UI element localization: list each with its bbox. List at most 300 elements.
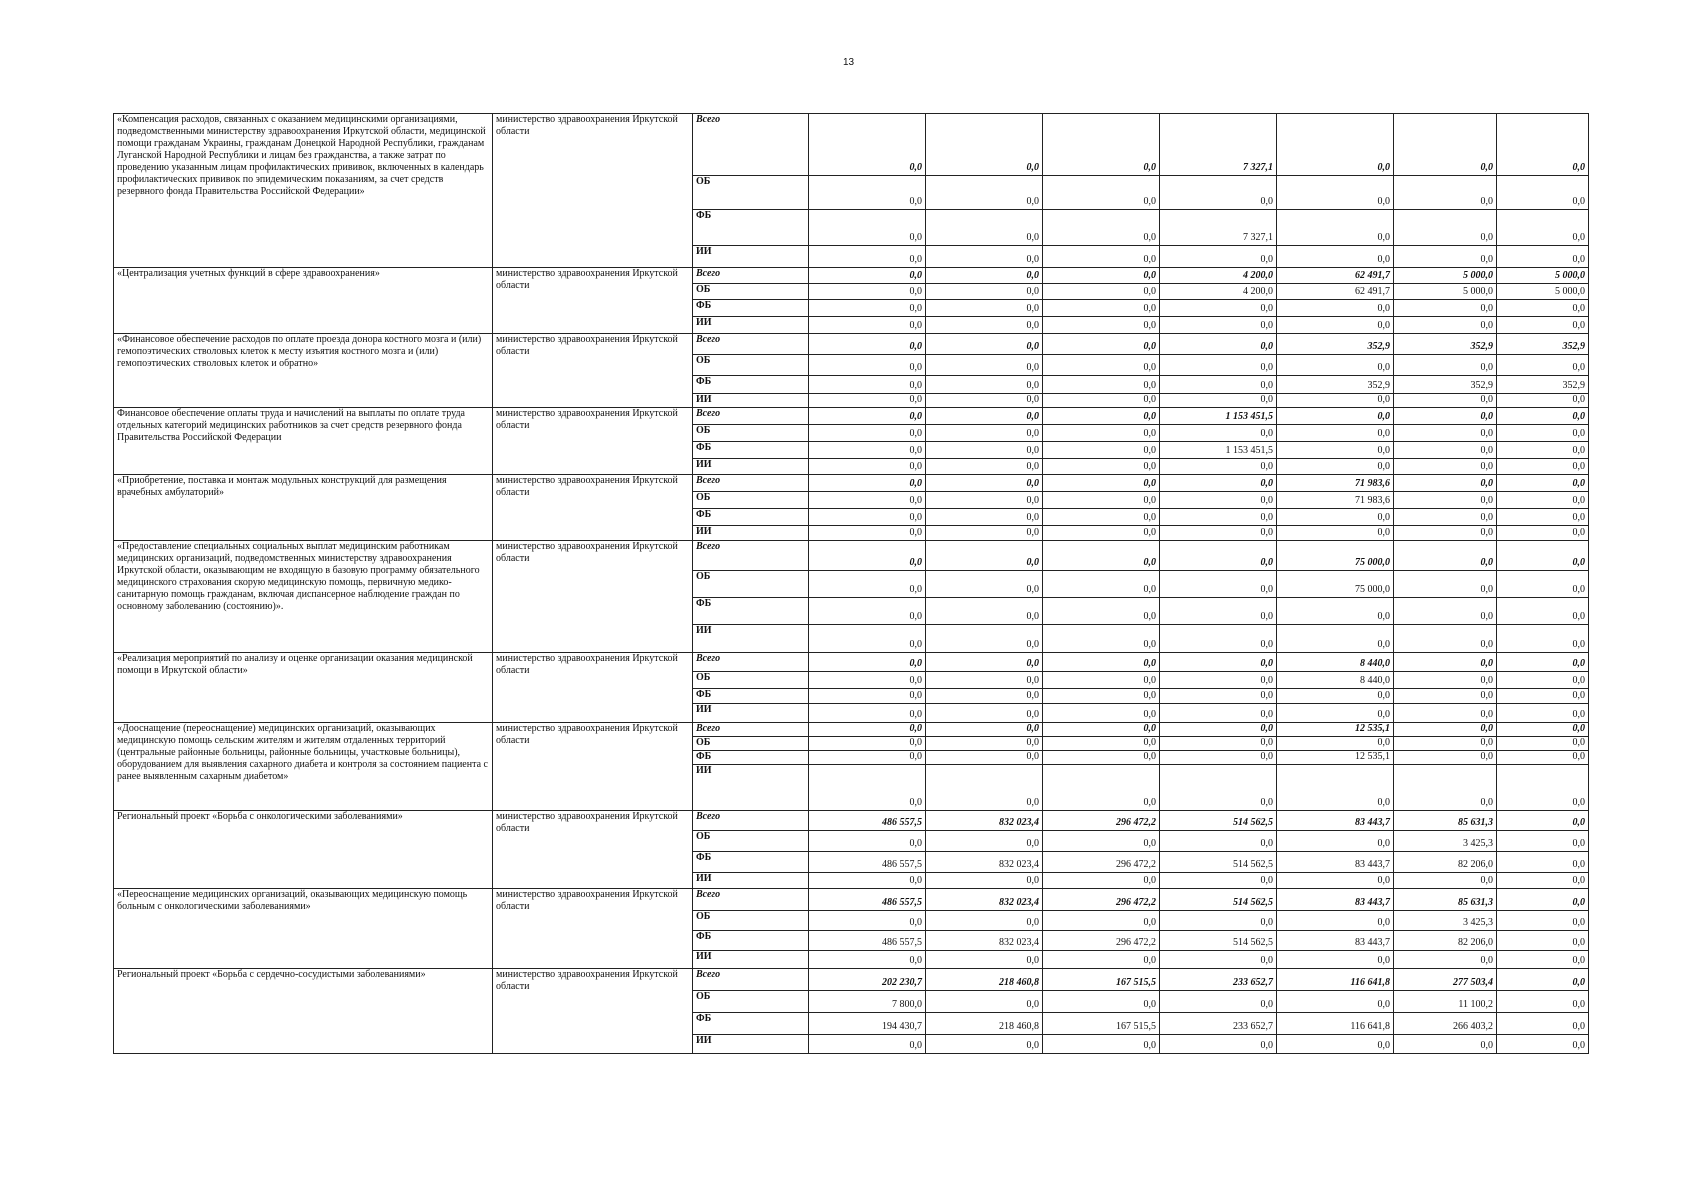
amount-cell: 0,0	[1394, 737, 1497, 751]
amount-cell: 0,0	[1160, 751, 1277, 765]
table-row	[114, 408, 1589, 425]
amount-cell: 0,0	[1043, 246, 1160, 268]
amount-cell: 62 491,7	[1277, 284, 1394, 300]
amount-cell: 0,0	[1394, 653, 1497, 672]
amount-cell: 0,0	[1394, 526, 1497, 541]
amount-cell: 0,0	[1394, 492, 1497, 509]
amount-cell: 0,0	[1497, 873, 1589, 889]
amount-cell: 0,0	[1043, 176, 1160, 210]
amount-cell: 0,0	[1160, 704, 1277, 723]
amount-cell: 0,0	[1497, 723, 1589, 737]
amount-cell: 0,0	[1043, 689, 1160, 704]
funding-source: Всего	[693, 475, 809, 492]
program-name: Региональный проект «Борьба с сердечно-сосудистыми заболеваниями»	[114, 969, 493, 1054]
amount-cell: 0,0	[926, 355, 1043, 376]
funding-source: ИИ	[693, 704, 809, 723]
amount-cell: 0,0	[926, 300, 1043, 317]
amount-cell: 0,0	[809, 1035, 926, 1054]
amount-cell: 0,0	[1394, 475, 1497, 492]
funding-source: Всего	[693, 723, 809, 737]
amount-cell: 0,0	[1497, 394, 1589, 408]
amount-cell: 0,0	[1160, 911, 1277, 931]
responsible-executor: министерство здравоохранения Иркутской области	[493, 969, 693, 1054]
amount-cell: 0,0	[1497, 210, 1589, 246]
amount-cell: 82 206,0	[1394, 852, 1497, 873]
amount-cell: 233 652,7	[1160, 969, 1277, 991]
amount-cell: 0,0	[926, 284, 1043, 300]
amount-cell: 0,0	[809, 765, 926, 811]
amount-cell: 0,0	[1497, 811, 1589, 831]
amount-cell: 0,0	[1277, 704, 1394, 723]
amount-cell: 0,0	[1043, 653, 1160, 672]
amount-cell: 0,0	[1394, 300, 1497, 317]
funding-source: ИИ	[693, 317, 809, 334]
amount-cell: 0,0	[1277, 442, 1394, 459]
amount-cell: 0,0	[809, 598, 926, 625]
amount-cell: 71 983,6	[1277, 475, 1394, 492]
amount-cell: 0,0	[1160, 1035, 1277, 1054]
funding-source: ФБ	[693, 509, 809, 526]
amount-cell: 0,0	[1497, 492, 1589, 509]
amount-cell: 0,0	[1497, 1035, 1589, 1054]
funding-source: ОБ	[693, 571, 809, 598]
amount-cell: 0,0	[1160, 176, 1277, 210]
funding-source: ИИ	[693, 951, 809, 969]
amount-cell: 0,0	[1277, 737, 1394, 751]
amount-cell: 352,9	[1497, 376, 1589, 394]
amount-cell: 0,0	[1160, 492, 1277, 509]
amount-cell: 0,0	[1043, 991, 1160, 1013]
amount-cell: 0,0	[1043, 408, 1160, 425]
table-row	[114, 541, 1589, 571]
amount-cell: 0,0	[1497, 598, 1589, 625]
amount-cell: 0,0	[1497, 1013, 1589, 1035]
amount-cell: 0,0	[1160, 672, 1277, 689]
amount-cell: 0,0	[926, 751, 1043, 765]
amount-cell: 0,0	[926, 571, 1043, 598]
amount-cell: 0,0	[1277, 246, 1394, 268]
amount-cell: 62 491,7	[1277, 268, 1394, 284]
amount-cell: 0,0	[1160, 475, 1277, 492]
amount-cell: 296 472,2	[1043, 889, 1160, 911]
amount-cell: 0,0	[809, 300, 926, 317]
table-row	[114, 889, 1589, 911]
responsible-executor: министерство здравоохранения Иркутской области	[493, 811, 693, 889]
amount-cell: 0,0	[1497, 541, 1589, 571]
amount-cell: 0,0	[1043, 475, 1160, 492]
funding-source: Всего	[693, 541, 809, 571]
amount-cell: 0,0	[809, 317, 926, 334]
amount-cell: 0,0	[1160, 598, 1277, 625]
amount-cell: 0,0	[926, 672, 1043, 689]
amount-cell: 0,0	[1277, 765, 1394, 811]
amount-cell: 0,0	[1160, 723, 1277, 737]
amount-cell: 0,0	[1497, 991, 1589, 1013]
amount-cell: 0,0	[1497, 751, 1589, 765]
amount-cell: 277 503,4	[1394, 969, 1497, 991]
amount-cell: 832 023,4	[926, 852, 1043, 873]
amount-cell: 0,0	[1497, 931, 1589, 951]
amount-cell: 0,0	[1277, 509, 1394, 526]
amount-cell: 0,0	[809, 672, 926, 689]
amount-cell: 0,0	[1394, 459, 1497, 475]
amount-cell: 0,0	[809, 114, 926, 176]
funding-source: ИИ	[693, 625, 809, 653]
program-name: «Реализация мероприятий по анализу и оценке организации оказания медицинской помощи в Иркутской области»	[114, 653, 493, 723]
amount-cell: 0,0	[1043, 751, 1160, 765]
amount-cell: 832 023,4	[926, 931, 1043, 951]
amount-cell: 0,0	[1277, 394, 1394, 408]
funding-source: ФБ	[693, 852, 809, 873]
amount-cell: 0,0	[1043, 317, 1160, 334]
amount-cell: 0,0	[1394, 625, 1497, 653]
amount-cell: 7 327,1	[1160, 210, 1277, 246]
program-name: «Приобретение, поставка и монтаж модульных конструкций для размещения врачебных амбулаторий»	[114, 475, 493, 541]
amount-cell: 0,0	[926, 991, 1043, 1013]
table-row	[114, 653, 1589, 672]
page-number: 13	[842, 57, 855, 68]
amount-cell: 0,0	[1497, 951, 1589, 969]
amount-cell: 0,0	[1043, 526, 1160, 541]
amount-cell: 0,0	[926, 541, 1043, 571]
amount-cell: 0,0	[809, 951, 926, 969]
amount-cell: 0,0	[809, 268, 926, 284]
amount-cell: 0,0	[1043, 831, 1160, 852]
amount-cell: 0,0	[926, 459, 1043, 475]
program-name: «Компенсация расходов, связанных с оказанием медицинскими организациями, подведомственными министерству здравоохранения Иркутской области, медицинской помощи гражданам Украины, гражданам Донецкой Народной Республики, гражданам Луганской Народной Республики и лицам без гражданства, а также затрат по проведению указанным лицам профилактических прививок, включенных в календарь профилактических прививок по эпидемическим показаниям, за счет средств резервного фонда Правительства Российской Федерации»	[114, 114, 493, 268]
amount-cell: 0,0	[809, 246, 926, 268]
amount-cell: 0,0	[1043, 765, 1160, 811]
amount-cell: 0,0	[926, 317, 1043, 334]
table-row	[114, 723, 1589, 737]
amount-cell: 0,0	[1277, 425, 1394, 442]
amount-cell: 832 023,4	[926, 889, 1043, 911]
amount-cell: 0,0	[1043, 425, 1160, 442]
amount-cell: 0,0	[1160, 625, 1277, 653]
amount-cell: 11 100,2	[1394, 991, 1497, 1013]
amount-cell: 7 800,0	[809, 991, 926, 1013]
amount-cell: 8 440,0	[1277, 672, 1394, 689]
table-row	[114, 114, 1589, 176]
amount-cell: 0,0	[1497, 317, 1589, 334]
amount-cell: 0,0	[1043, 376, 1160, 394]
amount-cell: 0,0	[1497, 672, 1589, 689]
amount-cell: 0,0	[1043, 951, 1160, 969]
amount-cell: 0,0	[926, 509, 1043, 526]
amount-cell: 75 000,0	[1277, 541, 1394, 571]
program-name: «Финансовое обеспечение расходов по оплате проезда донора костного мозга и (или) гемопоэтических стволовых клеток к месту изъятия костного мозга и (или) гемопоэтических стволовых клеток и обратно»	[114, 334, 493, 408]
amount-cell: 0,0	[1043, 625, 1160, 653]
table-row	[114, 334, 1589, 355]
amount-cell: 0,0	[926, 1035, 1043, 1054]
funding-source: ОБ	[693, 672, 809, 689]
amount-cell: 0,0	[1497, 737, 1589, 751]
amount-cell: 0,0	[1497, 969, 1589, 991]
amount-cell: 0,0	[926, 737, 1043, 751]
amount-cell: 85 631,3	[1394, 811, 1497, 831]
amount-cell: 0,0	[1277, 991, 1394, 1013]
amount-cell: 116 641,8	[1277, 1013, 1394, 1035]
funding-source: ОБ	[693, 284, 809, 300]
program-name: «Переоснащение медицинских организаций, оказывающих медицинскую помощь больным с онкологическими заболеваниями»	[114, 889, 493, 969]
amount-cell: 486 557,5	[809, 852, 926, 873]
amount-cell: 0,0	[1277, 114, 1394, 176]
amount-cell: 0,0	[1394, 442, 1497, 459]
funding-source: ОБ	[693, 737, 809, 751]
amount-cell: 0,0	[1043, 210, 1160, 246]
amount-cell: 0,0	[1160, 873, 1277, 889]
amount-cell: 0,0	[926, 210, 1043, 246]
funding-source: Всего	[693, 889, 809, 911]
table-row	[114, 811, 1589, 831]
amount-cell: 0,0	[809, 394, 926, 408]
amount-cell: 82 206,0	[1394, 931, 1497, 951]
amount-cell: 0,0	[1160, 246, 1277, 268]
responsible-executor: министерство здравоохранения Иркутской области	[493, 334, 693, 408]
amount-cell: 0,0	[1497, 689, 1589, 704]
funding-source: Всего	[693, 268, 809, 284]
amount-cell: 0,0	[1160, 317, 1277, 334]
amount-cell: 0,0	[1497, 425, 1589, 442]
amount-cell: 5 000,0	[1394, 268, 1497, 284]
amount-cell: 0,0	[1277, 598, 1394, 625]
amount-cell: 0,0	[1277, 831, 1394, 852]
amount-cell: 266 403,2	[1394, 1013, 1497, 1035]
amount-cell: 83 443,7	[1277, 811, 1394, 831]
amount-cell: 514 562,5	[1160, 889, 1277, 911]
amount-cell: 0,0	[809, 355, 926, 376]
funding-source: ФБ	[693, 300, 809, 317]
amount-cell: 0,0	[809, 334, 926, 355]
amount-cell: 83 443,7	[1277, 931, 1394, 951]
funding-source: Всего	[693, 811, 809, 831]
funding-source: ФБ	[693, 210, 809, 246]
amount-cell: 0,0	[1277, 176, 1394, 210]
responsible-executor: министерство здравоохранения Иркутской области	[493, 408, 693, 475]
funding-source: ИИ	[693, 459, 809, 475]
responsible-executor: министерство здравоохранения Иркутской области	[493, 653, 693, 723]
amount-cell: 0,0	[1277, 459, 1394, 475]
funding-source: ИИ	[693, 1035, 809, 1054]
amount-cell: 0,0	[809, 873, 926, 889]
amount-cell: 486 557,5	[809, 931, 926, 951]
amount-cell: 0,0	[1394, 598, 1497, 625]
amount-cell: 0,0	[1394, 408, 1497, 425]
amount-cell: 0,0	[1394, 689, 1497, 704]
funding-source: ОБ	[693, 831, 809, 852]
amount-cell: 0,0	[1043, 723, 1160, 737]
amount-cell: 0,0	[1277, 873, 1394, 889]
amount-cell: 0,0	[809, 911, 926, 931]
amount-cell: 5 000,0	[1497, 284, 1589, 300]
amount-cell: 0,0	[1277, 911, 1394, 931]
responsible-executor: министерство здравоохранения Иркутской области	[493, 541, 693, 653]
amount-cell: 0,0	[1160, 951, 1277, 969]
funding-source: ОБ	[693, 911, 809, 931]
funding-source: ФБ	[693, 1013, 809, 1035]
responsible-executor: министерство здравоохранения Иркутской области	[493, 723, 693, 811]
amount-cell: 0,0	[1160, 509, 1277, 526]
amount-cell: 0,0	[809, 509, 926, 526]
amount-cell: 0,0	[1497, 246, 1589, 268]
amount-cell: 0,0	[1394, 873, 1497, 889]
amount-cell: 0,0	[926, 334, 1043, 355]
amount-cell: 1 153 451,5	[1160, 442, 1277, 459]
amount-cell: 0,0	[1277, 408, 1394, 425]
amount-cell: 0,0	[1497, 176, 1589, 210]
amount-cell: 83 443,7	[1277, 889, 1394, 911]
amount-cell: 0,0	[809, 442, 926, 459]
amount-cell: 514 562,5	[1160, 852, 1277, 873]
amount-cell: 0,0	[1394, 765, 1497, 811]
amount-cell: 0,0	[926, 408, 1043, 425]
amount-cell: 0,0	[1394, 210, 1497, 246]
table-row	[114, 969, 1589, 991]
amount-cell: 296 472,2	[1043, 852, 1160, 873]
amount-cell: 0,0	[1497, 509, 1589, 526]
program-name: «Централизация учетных функций в сфере здравоохранения»	[114, 268, 493, 334]
amount-cell: 0,0	[809, 723, 926, 737]
table-body	[114, 114, 1589, 1054]
amount-cell: 0,0	[809, 475, 926, 492]
amount-cell: 0,0	[1394, 751, 1497, 765]
amount-cell: 0,0	[1160, 831, 1277, 852]
amount-cell: 0,0	[1043, 114, 1160, 176]
funding-source: ИИ	[693, 873, 809, 889]
amount-cell: 0,0	[1277, 526, 1394, 541]
amount-cell: 0,0	[1160, 459, 1277, 475]
amount-cell: 0,0	[809, 831, 926, 852]
amount-cell: 352,9	[1497, 334, 1589, 355]
amount-cell: 0,0	[1497, 704, 1589, 723]
amount-cell: 0,0	[1043, 284, 1160, 300]
amount-cell: 0,0	[926, 689, 1043, 704]
amount-cell: 0,0	[809, 751, 926, 765]
amount-cell: 0,0	[1043, 911, 1160, 931]
amount-cell: 0,0	[926, 268, 1043, 284]
amount-cell: 0,0	[1497, 911, 1589, 931]
amount-cell: 0,0	[809, 176, 926, 210]
funding-source: ФБ	[693, 931, 809, 951]
amount-cell: 0,0	[1043, 541, 1160, 571]
funding-source: Всего	[693, 334, 809, 355]
amount-cell: 0,0	[1497, 459, 1589, 475]
amount-cell: 0,0	[1043, 704, 1160, 723]
amount-cell: 0,0	[1160, 765, 1277, 811]
amount-cell: 0,0	[1277, 951, 1394, 969]
amount-cell: 514 562,5	[1160, 811, 1277, 831]
amount-cell: 4 200,0	[1160, 268, 1277, 284]
amount-cell: 0,0	[1497, 442, 1589, 459]
amount-cell: 296 472,2	[1043, 811, 1160, 831]
amount-cell: 7 327,1	[1160, 114, 1277, 176]
amount-cell: 0,0	[1394, 704, 1497, 723]
amount-cell: 8 440,0	[1277, 653, 1394, 672]
amount-cell: 0,0	[1394, 246, 1497, 268]
amount-cell: 0,0	[926, 951, 1043, 969]
amount-cell: 0,0	[926, 831, 1043, 852]
amount-cell: 352,9	[1277, 334, 1394, 355]
amount-cell: 0,0	[926, 526, 1043, 541]
amount-cell: 167 515,5	[1043, 1013, 1160, 1035]
amount-cell: 486 557,5	[809, 889, 926, 911]
amount-cell: 0,0	[809, 704, 926, 723]
amount-cell: 352,9	[1277, 376, 1394, 394]
funding-source: ФБ	[693, 598, 809, 625]
amount-cell: 0,0	[1394, 541, 1497, 571]
funding-source: Всего	[693, 408, 809, 425]
amount-cell: 0,0	[809, 459, 926, 475]
amount-cell: 0,0	[1394, 394, 1497, 408]
funding-source: ОБ	[693, 991, 809, 1013]
amount-cell: 0,0	[1497, 571, 1589, 598]
amount-cell: 0,0	[926, 492, 1043, 509]
amount-cell: 0,0	[1043, 334, 1160, 355]
amount-cell: 0,0	[1043, 571, 1160, 598]
funding-source: Всего	[693, 114, 809, 176]
amount-cell: 0,0	[926, 425, 1043, 442]
amount-cell: 0,0	[926, 653, 1043, 672]
amount-cell: 0,0	[1043, 1035, 1160, 1054]
amount-cell: 218 460,8	[926, 1013, 1043, 1035]
amount-cell: 0,0	[1277, 210, 1394, 246]
amount-cell: 0,0	[809, 376, 926, 394]
amount-cell: 0,0	[809, 284, 926, 300]
program-name: Финансовое обеспечение оплаты труда и начислений на выплаты по оплате труда отдельных категорий медицинских работников за счет средств резервного фонда Правительства Российской Федерации	[114, 408, 493, 475]
funding-source: ИИ	[693, 765, 809, 811]
responsible-executor: министерство здравоохранения Иркутской области	[493, 268, 693, 334]
amount-cell: 0,0	[1043, 459, 1160, 475]
amount-cell: 0,0	[926, 376, 1043, 394]
amount-cell: 83 443,7	[1277, 852, 1394, 873]
amount-cell: 5 000,0	[1497, 268, 1589, 284]
funding-source: ФБ	[693, 751, 809, 765]
amount-cell: 0,0	[1043, 737, 1160, 751]
responsible-executor: министерство здравоохранения Иркутской области	[493, 475, 693, 541]
amount-cell: 0,0	[1160, 376, 1277, 394]
amount-cell: 0,0	[1497, 765, 1589, 811]
amount-cell: 0,0	[926, 765, 1043, 811]
amount-cell: 167 515,5	[1043, 969, 1160, 991]
amount-cell: 0,0	[809, 425, 926, 442]
funding-source: ФБ	[693, 689, 809, 704]
amount-cell: 352,9	[1394, 376, 1497, 394]
amount-cell: 0,0	[1277, 300, 1394, 317]
amount-cell: 0,0	[809, 689, 926, 704]
amount-cell: 0,0	[809, 526, 926, 541]
amount-cell: 0,0	[926, 911, 1043, 931]
amount-cell: 3 425,3	[1394, 831, 1497, 852]
amount-cell: 0,0	[809, 737, 926, 751]
funding-source: Всего	[693, 653, 809, 672]
amount-cell: 202 230,7	[809, 969, 926, 991]
amount-cell: 0,0	[1497, 852, 1589, 873]
amount-cell: 0,0	[926, 704, 1043, 723]
amount-cell: 218 460,8	[926, 969, 1043, 991]
amount-cell: 0,0	[1394, 723, 1497, 737]
amount-cell: 352,9	[1394, 334, 1497, 355]
amount-cell: 0,0	[809, 571, 926, 598]
amount-cell: 0,0	[926, 114, 1043, 176]
table-row	[114, 475, 1589, 492]
amount-cell: 233 652,7	[1160, 1013, 1277, 1035]
responsible-executor: министерство здравоохранения Иркутской области	[493, 114, 693, 268]
amount-cell: 0,0	[1394, 176, 1497, 210]
amount-cell: 0,0	[1160, 300, 1277, 317]
amount-cell: 0,0	[809, 541, 926, 571]
amount-cell: 194 430,7	[809, 1013, 926, 1035]
amount-cell: 0,0	[1160, 653, 1277, 672]
